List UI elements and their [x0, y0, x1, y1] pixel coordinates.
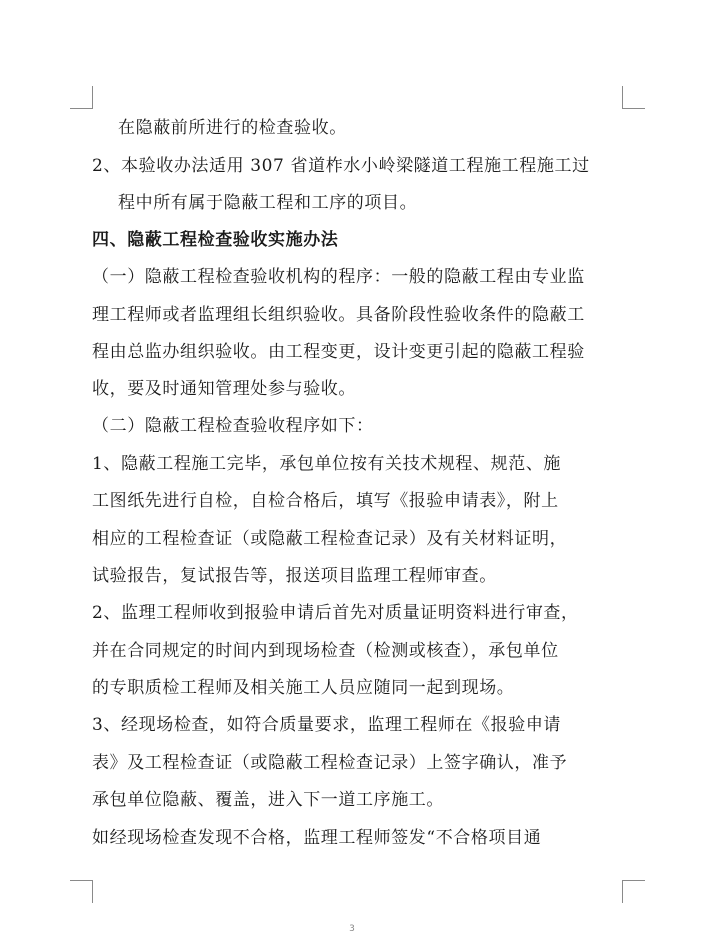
text-line: 在隐蔽前所进行的检查验收。	[118, 118, 347, 138]
text-line: 2、本验收办法适用 307 省道柞水小岭梁隧道工程施工程施工过	[92, 156, 590, 176]
crop-mark-bottom-right	[622, 880, 645, 903]
text-line: 并在合同规定的时间内到现场检查（检测或核查），承包单位	[92, 641, 559, 661]
text-line: 理工程师或者监理组长组织验收。具备阶段性验收条件的隐蔽工	[92, 305, 585, 325]
text-line: 1、隐蔽工程施工完毕，承包单位按有关技术规程、规范、施	[92, 454, 562, 474]
crop-mark-top-left	[70, 86, 93, 109]
text-line: （一）隐蔽工程检查验收机构的程序：一般的隐蔽工程由专业监	[92, 267, 585, 287]
text-line: 收，要及时通知管理处参与验收。	[92, 379, 356, 399]
text-line: 工图纸先进行自检，自检合格后，填写《报验申请表》，附上	[92, 491, 559, 511]
text-line: （二）隐蔽工程检查验收程序如下：	[92, 416, 374, 436]
section-heading: 四、隐蔽工程检查验收实施办法	[92, 230, 339, 250]
page-number: 3	[349, 924, 355, 934]
text-line: 3、经现场检查，如符合质量要求，监理工程师在《报验申请	[92, 715, 562, 735]
text-line: 相应的工程检查证（或隐蔽工程检查记录）及有关材料证明，	[92, 529, 568, 549]
text-line: 表》及工程检查证（或隐蔽工程检查记录）上签字确认，准予	[92, 753, 568, 773]
crop-mark-top-right	[622, 86, 645, 109]
text-line: 程中所有属于隐蔽工程和工序的项目。	[118, 193, 418, 213]
text-line: 试验报告，复试报告等，报送项目监理工程师审查。	[92, 566, 497, 586]
text-line: 的专职质检工程师及相关施工人员应随同一起到现场。	[92, 678, 515, 698]
text-line: 如经现场检查发现不合格，监理工程师签发“不合格项目通	[92, 828, 542, 848]
text-line: 承包单位隐蔽、覆盖，进入下一道工序施工。	[92, 790, 444, 810]
crop-mark-bottom-left	[70, 880, 93, 903]
text-line: 程由总监办组织验收。由工程变更，设计变更引起的隐蔽工程验	[92, 342, 585, 362]
text-line: 2、监理工程师收到报验申请后首先对质量证明资料进行审查，	[92, 603, 579, 623]
